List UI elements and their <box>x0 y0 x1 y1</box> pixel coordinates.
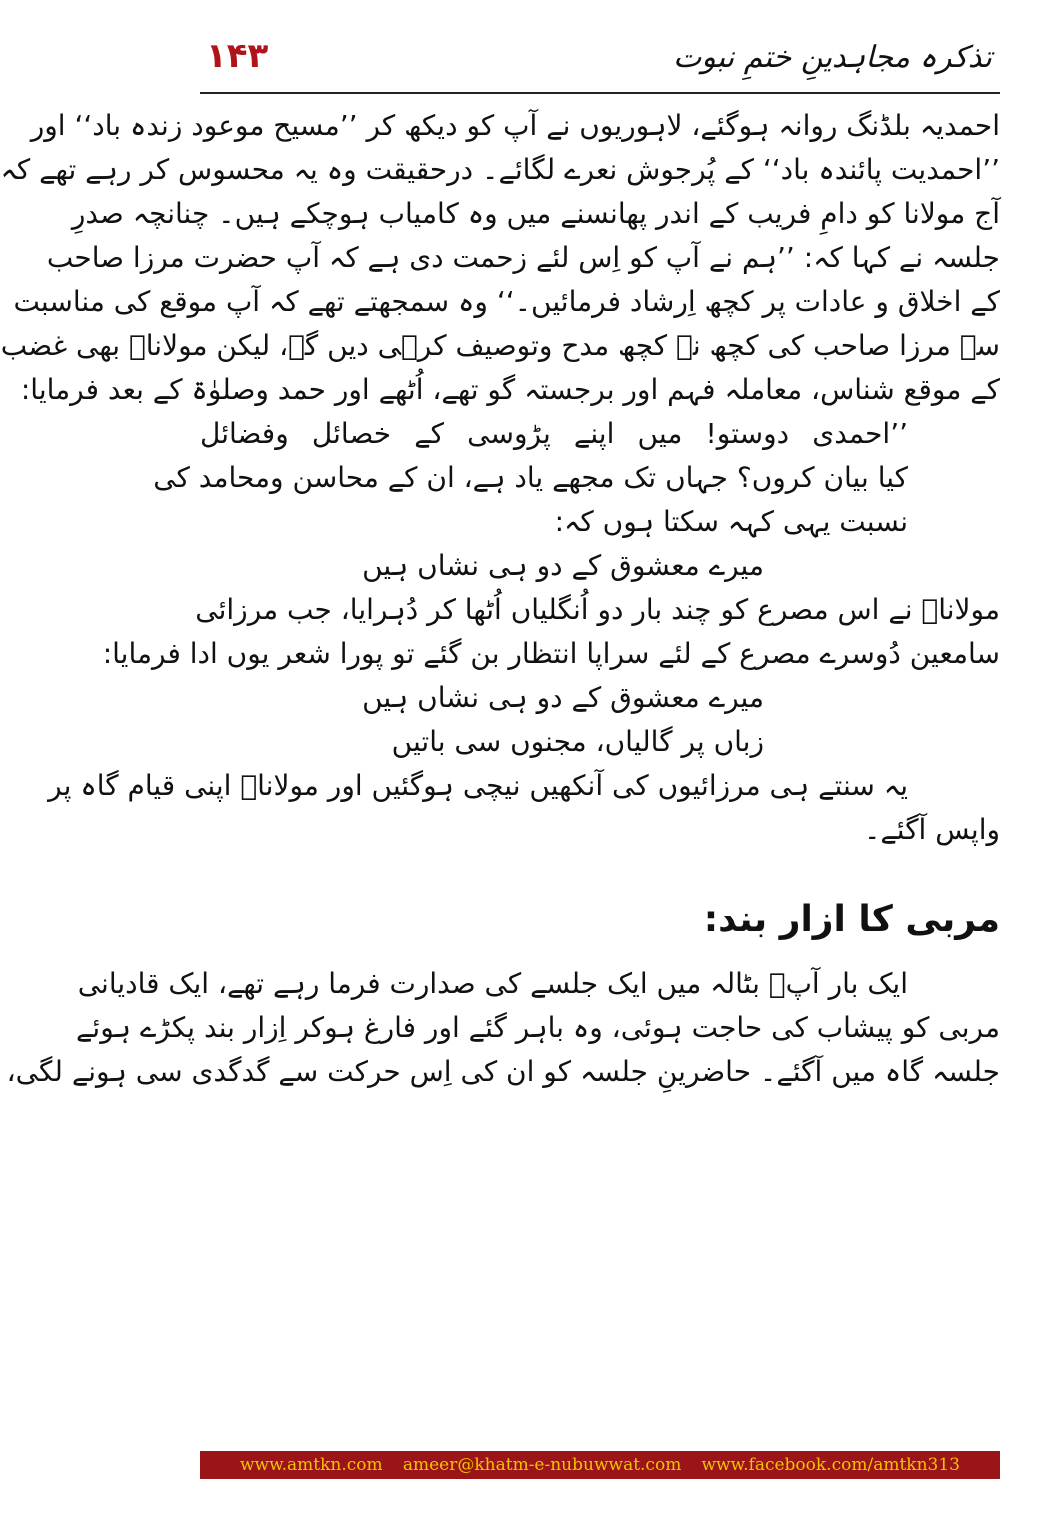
text-line: جلسہ گاہ میں آگئے۔ حاضرینِ جلسہ کو ان کی اِس حرکت سے گدگدی سی ہونے لگی، <box>6 1055 1000 1088</box>
couplet <box>200 676 1000 764</box>
text-line: سامعین دُوسرے مصرع کے لئے سراپا انتظار بن گئے تو پورا شعر یوں ادا فرمایا: <box>102 637 1000 670</box>
text-line: سے مرزا صاحب کی کچھ نہ کچھ مدح وتوصیف کرہی دیں گے، لیکن مولاناؒ بھی غضب <box>0 329 1000 362</box>
block-quote <box>153 412 1000 544</box>
text-line: واپس آگئے۔ <box>863 813 1000 846</box>
book-title: تذکرہ مجاہدینِ ختمِ نبوت <box>673 40 992 75</box>
paragraph-3 <box>48 764 1000 852</box>
text-line: کے اخلاق و عادات پر کچھ اِرشاد فرمائیں۔‘‘ وہ سمجھتے تھے کہ آپ موقع کی مناسبت <box>13 285 1000 318</box>
section-heading: مربی کا ازار بند: <box>703 899 1000 940</box>
text-line: ایک بار آپؒ بٹالہ میں ایک جلسے کی صدارت فرما رہے تھے، ایک قادیانی <box>77 967 908 1000</box>
website-link[interactable]: www.amtkn.com <box>240 1455 383 1475</box>
paragraph-2 <box>102 588 1000 676</box>
spacer <box>200 948 1000 962</box>
quote-line: ’’احمدی دوستو! میں اپنے پڑوسی کے خصائل وفضائل <box>200 417 908 450</box>
spacer <box>200 852 1000 892</box>
page-number: ۱۴۳ <box>206 36 269 76</box>
text-line: مولاناؒ نے اس مصرع کو چند بار دو اُنگلیاں اُٹھا کر دُہرایا، جب مرزائی <box>195 593 1000 626</box>
text-line: یہ سنتے ہی مرزائیوں کی آنکھیں نیچی ہوگئیں اور مولاناؒ اپنی قیام گاہ پر <box>48 769 908 802</box>
verse-line: میرے معشوق کے دو ہی نشاں ہیں <box>362 681 764 714</box>
contact-footer <box>200 1451 1000 1479</box>
quote-line: کیا بیان کروں؟ جہاں تک مجھے یاد ہے، ان کے محاسن ومحامد کی <box>153 461 908 494</box>
paragraph-4 <box>6 962 1000 1094</box>
text-line: جلسہ نے کہا کہ: ’’ہم نے آپ کو اِس لئے زحمت دی ہے کہ آپ حضرت مرزا صاحب <box>46 241 1000 274</box>
paragraph-1 <box>0 104 1000 412</box>
quote-line: نسبت یہی کہہ سکتا ہوں کہ: <box>554 505 908 538</box>
text-line: آج مولانا کو دامِ فریب کے اندر پھانسنے میں وہ کامیاب ہوچکے ہیں۔ چنانچہ صدرِ <box>71 197 1000 230</box>
page-body <box>0 104 1000 1439</box>
text-line: مربی کو پیشاب کی حاجت ہوئی، وہ باہر گئے اور فارغ ہوکر اِزار بند پکڑے ہوئے <box>76 1011 1000 1044</box>
text-line: ’’احمدیت پائندہ باد‘‘ کے پُرجوش نعرے لگائے۔ درحقیقت وہ یہ محسوس کر رہے تھے کہ <box>0 153 1000 186</box>
text-line: کے موقع شناس، معاملہ فہم اور برجستہ گو تھے، اُٹھے اور حمد وصلوٰۃ کے بعد فرمایا: <box>20 373 1000 406</box>
text-line: احمدیہ بلڈنگ روانہ ہوگئے، لاہوریوں نے آپ کو دیکھ کر ’’مسیح موعود زندہ باد‘‘ اور <box>30 109 1000 142</box>
verse-line: زباں پر گالیاں، مجنوں سی باتیں <box>391 725 764 758</box>
facebook-link[interactable]: www.facebook.com/amtkn313 <box>701 1455 960 1475</box>
page-header <box>200 36 1000 94</box>
verse-line: میرے معشوق کے دو ہی نشاں ہیں <box>362 549 764 582</box>
email-link[interactable]: ameer@khatm-e-nubuwwat.com <box>402 1455 682 1475</box>
